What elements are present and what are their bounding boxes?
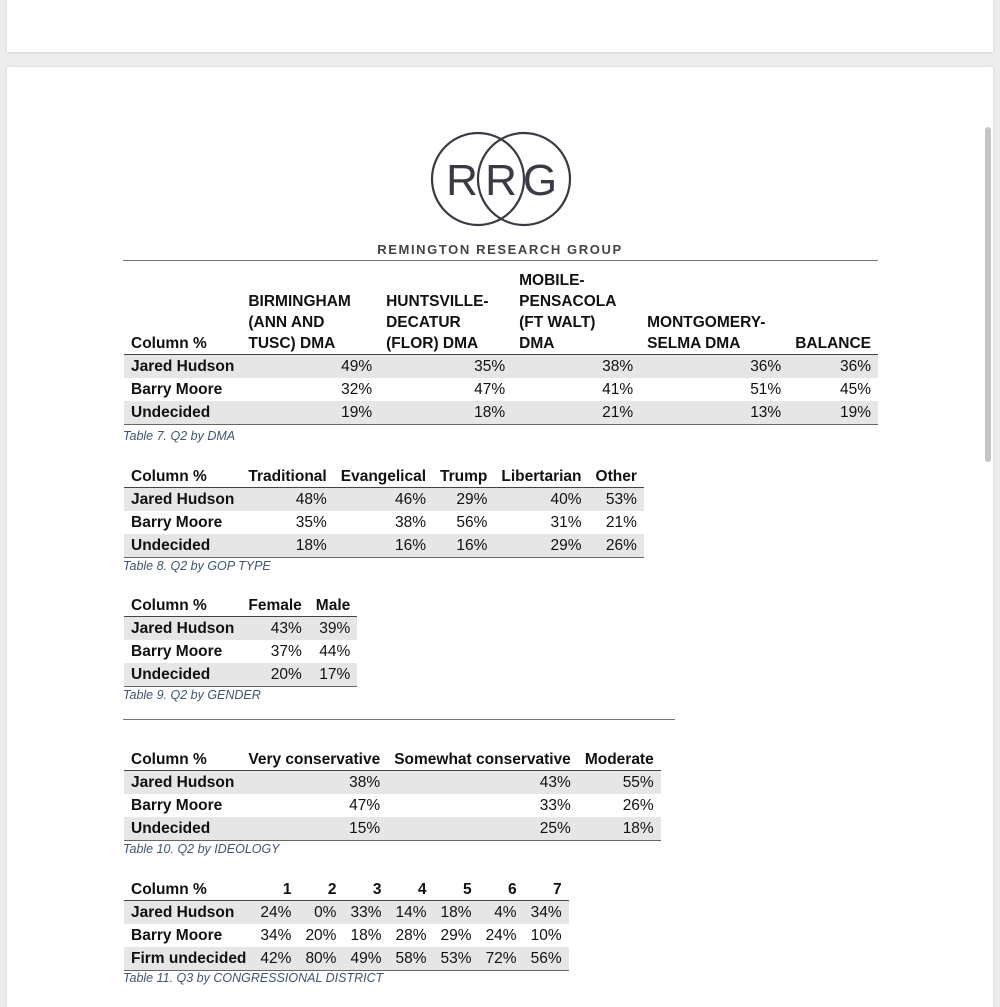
table-header-row — [124, 877, 569, 901]
table-cell: 38% — [602, 358, 634, 375]
header-cell: 5 — [462, 881, 472, 898]
table-cell: 13% — [750, 404, 782, 421]
table-row — [124, 534, 644, 558]
table-q3-by-congressional-district — [124, 877, 569, 971]
table-cell: 34% — [530, 904, 562, 921]
table-row — [124, 924, 569, 947]
table-header-row — [124, 464, 644, 488]
table-cell: 44% — [319, 643, 351, 660]
header-cell: 3 — [372, 881, 382, 898]
table-row — [124, 901, 569, 925]
row-label: Firm undecided — [131, 950, 247, 967]
table-cell: 53% — [605, 491, 637, 508]
table-row — [124, 355, 878, 379]
table-cell: 17% — [319, 666, 351, 683]
header-cell: MOBILE-PENSACOLA (FT WALT) DMA — [519, 272, 616, 352]
table-cell: 29% — [456, 491, 488, 508]
row-label: Barry Moore — [131, 927, 223, 944]
header-cell: Somewhat conservative — [394, 751, 571, 768]
row-label: Jared Hudson — [131, 358, 235, 375]
header-cell: Libertarian — [501, 468, 582, 485]
table-cell: 43% — [270, 620, 302, 637]
table-caption: Table 10. Q2 by IDEOLOGY — [123, 842, 280, 856]
table-cell: 29% — [550, 537, 582, 554]
table-cell: 47% — [349, 797, 381, 814]
row-label: Undecided — [131, 820, 211, 837]
header-cell: Trump — [440, 468, 488, 485]
table-row — [124, 794, 661, 817]
table-cell: 4% — [494, 904, 517, 921]
logo-letter-3: G — [522, 156, 558, 205]
table-cell: 29% — [440, 927, 472, 944]
table-cell: 36% — [750, 358, 782, 375]
rrg-logo — [428, 128, 574, 230]
table-cell: 15% — [349, 820, 381, 837]
header-cell: Column % — [131, 597, 207, 614]
logo-letter-2: R — [485, 156, 517, 205]
table-cell: 38% — [349, 774, 381, 791]
table-row — [124, 401, 878, 425]
table-q2-by-dma — [124, 270, 878, 425]
table-q2-by-gop-type — [124, 464, 644, 558]
vertical-scrollbar[interactable] — [985, 127, 991, 462]
header-cell: Column % — [131, 751, 207, 768]
header-cell: Column % — [131, 335, 207, 352]
table-cell: 10% — [530, 927, 562, 944]
table-cell: 26% — [622, 797, 654, 814]
table-cell: 33% — [539, 797, 571, 814]
table-cell: 47% — [474, 381, 506, 398]
table-row — [124, 378, 878, 401]
row-label: Undecided — [131, 404, 211, 421]
table-cell: 35% — [295, 514, 327, 531]
table-cell: 48% — [295, 491, 327, 508]
table-row — [124, 663, 357, 687]
row-label: Barry Moore — [131, 514, 223, 531]
table-cell: 31% — [550, 514, 582, 531]
table-caption: Table 8. Q2 by GOP TYPE — [123, 559, 271, 573]
table-header-row — [124, 270, 878, 355]
row-label: Jared Hudson — [131, 904, 235, 921]
table-cell: 46% — [395, 491, 427, 508]
table-row — [124, 817, 661, 841]
table-q2-by-gender — [124, 593, 357, 687]
table-cell: 45% — [839, 381, 871, 398]
table-cell: 18% — [295, 537, 327, 554]
header-cell: 4 — [417, 881, 427, 898]
table-cell: 36% — [839, 358, 871, 375]
table-cell: 20% — [305, 927, 337, 944]
table-cell: 24% — [260, 904, 292, 921]
header-cell: 7 — [553, 881, 562, 898]
table-cell: 37% — [270, 643, 302, 660]
header-cell: 6 — [507, 881, 517, 898]
table-cell: 28% — [395, 927, 427, 944]
header-cell: BIRMINGHAM (ANN AND TUSC) DMA — [248, 293, 351, 352]
row-label: Jared Hudson — [131, 774, 235, 791]
table-cell: 43% — [539, 774, 571, 791]
table-cell: 33% — [350, 904, 382, 921]
table-cell: 56% — [456, 514, 488, 531]
table-cell: 41% — [602, 381, 634, 398]
table-cell: 18% — [474, 404, 506, 421]
table-cell: 53% — [440, 950, 472, 967]
table-cell: 55% — [622, 774, 654, 791]
header-cell: Very conservative — [248, 751, 381, 768]
table-cell: 18% — [622, 820, 654, 837]
table-caption: Table 9. Q2 by GENDER — [123, 688, 261, 702]
table-cell: 34% — [260, 927, 292, 944]
row-label: Undecided — [131, 537, 211, 554]
table-cell: 20% — [270, 666, 302, 683]
table-cell: 51% — [750, 381, 782, 398]
row-label: Jared Hudson — [131, 620, 235, 637]
table-cell: 0% — [314, 904, 337, 921]
row-label: Barry Moore — [131, 643, 223, 660]
table-cell: 18% — [440, 904, 472, 921]
table-cell: 14% — [395, 904, 427, 921]
table-cell: 49% — [341, 358, 373, 375]
section-rule — [123, 719, 675, 720]
table-cell: 16% — [456, 537, 488, 554]
header-cell: 1 — [282, 881, 292, 898]
header-rule — [123, 260, 878, 261]
row-label: Jared Hudson — [131, 491, 235, 508]
table-cell: 49% — [350, 950, 382, 967]
table-row — [124, 771, 661, 795]
header-cell: Column % — [131, 468, 207, 485]
table-cell: 42% — [260, 950, 292, 967]
row-label: Undecided — [131, 666, 211, 683]
table-row — [124, 640, 357, 663]
org-name: REMINGTON RESEARCH GROUP — [377, 242, 623, 257]
table-cell: 24% — [485, 927, 517, 944]
table-row — [124, 617, 357, 641]
table-row — [124, 488, 644, 512]
table-cell: 56% — [530, 950, 562, 967]
table-cell: 16% — [395, 537, 427, 554]
table-caption: Table 7. Q2 by DMA — [123, 429, 236, 443]
table-cell: 25% — [539, 820, 571, 837]
header-cell: Moderate — [584, 751, 654, 768]
table-cell: 19% — [839, 404, 871, 421]
header-cell: Female — [248, 597, 302, 614]
table-cell: 19% — [341, 404, 373, 421]
table-header-row — [124, 593, 357, 617]
row-label: Barry Moore — [131, 381, 223, 398]
table-cell: 18% — [350, 927, 382, 944]
header-cell: MONTGOMERY-SELMA DMA — [647, 314, 766, 352]
header-cell: Evangelical — [340, 468, 427, 485]
table-row — [124, 947, 569, 971]
previous-page — [7, 0, 993, 52]
header-cell: Male — [315, 597, 351, 614]
table-cell: 58% — [395, 950, 427, 967]
table-cell: 39% — [319, 620, 351, 637]
header-cell: Other — [595, 468, 637, 485]
table-caption: Table 11. Q3 by CONGRESSIONAL DISTRICT — [123, 971, 384, 985]
logo-letter-1: R — [446, 156, 478, 205]
header-cell: BALANCE — [795, 335, 871, 352]
table-cell: 21% — [605, 514, 637, 531]
header-cell: 2 — [327, 881, 337, 898]
table-cell: 80% — [305, 950, 337, 967]
table-row — [124, 511, 644, 534]
table-cell: 32% — [341, 381, 373, 398]
table-q2-by-ideology — [124, 747, 661, 841]
header-cell: HUNTSVILLE-DECATUR (FLOR) DMA — [386, 293, 489, 352]
table-cell: 40% — [550, 491, 582, 508]
header-cell: Traditional — [248, 468, 327, 485]
table-cell: 21% — [602, 404, 634, 421]
table-cell: 72% — [485, 950, 517, 967]
row-label: Barry Moore — [131, 797, 223, 814]
header-cell: Column % — [131, 881, 207, 898]
table-cell: 38% — [395, 514, 427, 531]
table-cell: 26% — [605, 537, 637, 554]
table-header-row — [124, 747, 661, 771]
table-cell: 35% — [474, 358, 506, 375]
